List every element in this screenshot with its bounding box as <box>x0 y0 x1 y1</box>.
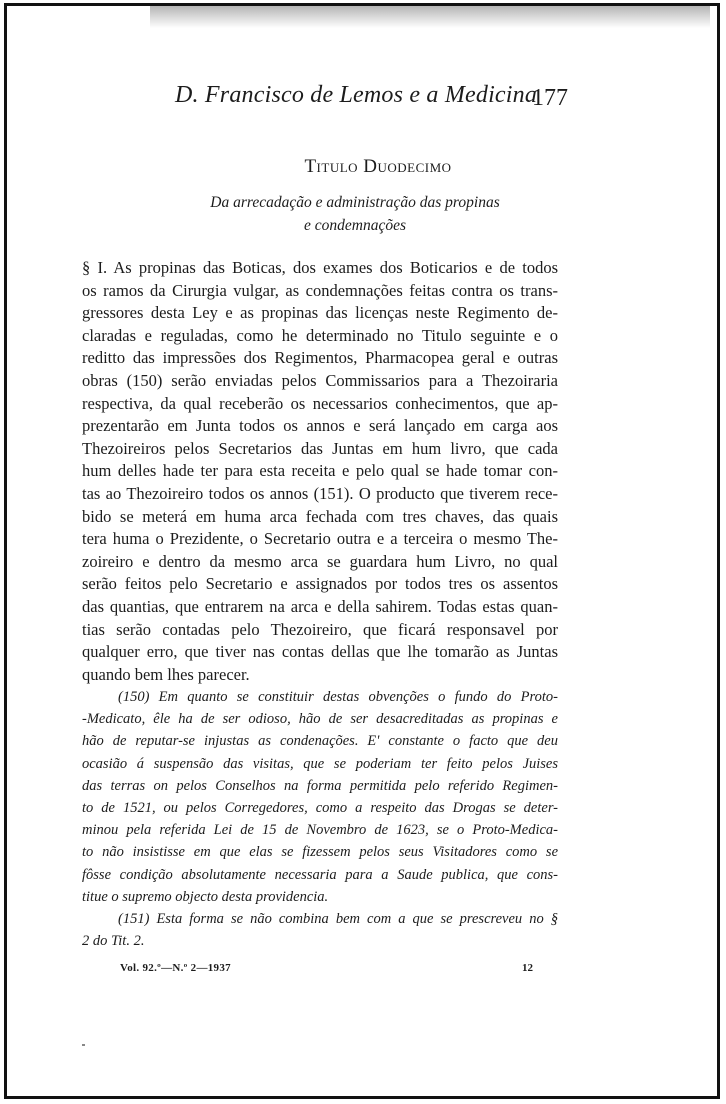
body-paragraph <box>82 257 558 686</box>
footnote-150-line: to não insistisse em que elas se fizessem pelos seus Visitadores como se <box>82 844 558 861</box>
body-line: zoireiro e dentro da mesmo arca se guardara hum Livro, no qual <box>82 551 558 571</box>
body-line: quando bem lhes parecer. <box>82 664 250 684</box>
scan-shadow <box>150 6 710 28</box>
body-line: serão feitos pelo Secretario e assignados por todos tres os assentos <box>82 574 558 594</box>
section-subtitle <box>120 191 590 237</box>
subtitle-line-2: e condemnações <box>304 217 406 234</box>
body-line: prezentarão em Junta todos os annos e será lançado em carga aos <box>82 416 558 436</box>
body-line: gressores desta Ley e as propinas das licenças neste Regimento de- <box>82 303 558 323</box>
page-number: 177 <box>532 85 568 111</box>
footnote-150-line: minou pela referida Lei de 15 de Novembro de 1623, se o Proto-Medica- <box>82 822 558 839</box>
body-line: tias serão contadas pelo Thezoireiro, que ficará responsavel por <box>82 619 558 639</box>
body-line: § I. As propinas das Boticas, dos exames dos Boticarios e de todos <box>82 258 558 277</box>
body-line: claradas e reguladas, como he determinado no Titulo seguinte e o <box>82 325 558 345</box>
body-line: bido se meterá em huma arca fechada com tres chaves, das quais <box>82 506 558 526</box>
running-title: D. Francisco de Lemos e a Medicina <box>175 82 538 108</box>
subtitle-line-1: Da arrecadação e administração das propinas <box>210 194 500 211</box>
body-line: qualquer erro, que tiver nas contas dellas que lhe tomarão as Juntas <box>82 642 558 662</box>
footnote-150-line: (150) Em quanto se constituir destas obvenções o fundo do Proto- <box>118 689 558 705</box>
footnote-151-line: (151) Esta forma se não combina bem com a que se prescreveu no § <box>118 911 558 928</box>
section-heading: Titulo Duodecimo <box>304 156 452 177</box>
footnote-150-line: -Medicato, êle ha de ser odioso, hão de ser desacreditadas as propinas e <box>82 711 558 728</box>
body-line: das quantias, que entrarem na arca e della sahirem. Todas estas quan- <box>82 596 558 616</box>
body-line: reditto das impressões dos Regimentos, Pharmacopea geral e outras <box>82 348 558 368</box>
body-line: Thezoireiros pelos Secretarios das Juntas em hum livro, que cada <box>82 438 558 458</box>
footnotes <box>82 686 558 952</box>
gathering-number: 12 <box>522 962 533 974</box>
footnote-150-line: fôsse condição absolutamente necessaria para a Saude publica, que cons- <box>82 866 558 883</box>
body-line: hum delles hade ter para esta receita e pelo qual se hade tomar con- <box>82 461 558 481</box>
body-line: tas ao Thezoireiro todos os annos (151). O producto que tiverem rece- <box>82 483 558 503</box>
footnote-150-line: hão de reputar-se injustas as condenações. E' constante o facto que deu <box>82 733 558 750</box>
footnote-150-line: das terras on pelos Conselhos na forma permitida pelo referido Regimen- <box>82 777 558 794</box>
footnote-151-line: 2 do Tit. 2. <box>82 933 145 950</box>
scan-speck <box>82 1044 85 1046</box>
footnote-150-line: titue o supremo objecto desta providencia. <box>82 888 329 905</box>
footnote-150-line: ocasião á suspensão das visitas, que se poderiam ter feito pelos Juises <box>82 755 558 772</box>
body-line: obras (150) serão enviadas pelos Commissarios para a Thezoiraria <box>82 370 558 390</box>
body-line: tera huma o Prezidente, o Secretario outra e a terceira o mesmo The- <box>82 529 558 549</box>
volume-signature: Vol. 92.º—N.º 2—1937 <box>120 962 231 974</box>
body-line: respectiva, da qual receberão os necessarios conhecimentos, que ap- <box>82 393 558 413</box>
body-line: os ramos da Cirurgia vulgar, as condemnações feitas contra os trans- <box>82 280 558 300</box>
footnote-150-line: to de 1521, ou pelos Corregedores, como a respeito das Drogas se deter- <box>82 800 558 817</box>
